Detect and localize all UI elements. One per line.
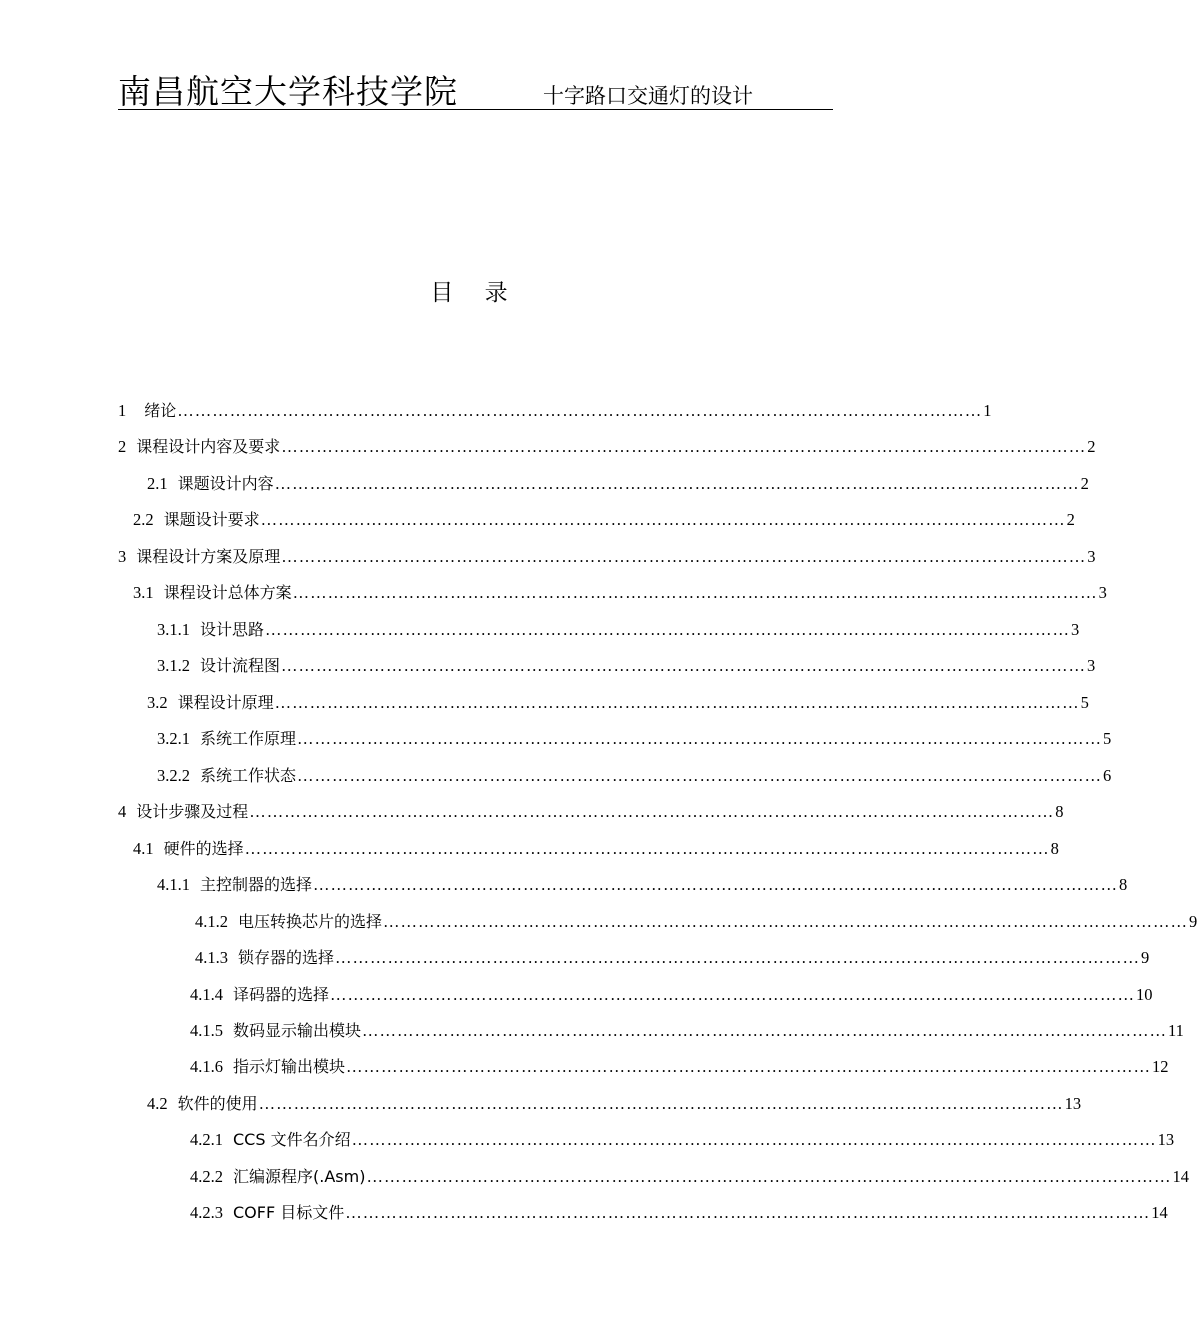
toc-entry-page: 13 (1157, 1130, 1175, 1149)
toc-leader-dots: ………………………………………………………………………………………………………………………… (274, 693, 1080, 712)
toc-entry[interactable] (190, 1200, 1168, 1224)
toc-entry-page: 3 (1071, 620, 1080, 639)
toc-entry[interactable] (190, 1018, 1184, 1042)
toc-leader-dots: ………………………………………………………………………………………………………………………… (258, 1094, 1064, 1113)
toc-entry-number: 3.2.2 (157, 766, 190, 785)
toc-leader-dots: ………………………………………………………………………………………………………………………… (177, 401, 983, 420)
toc-entry[interactable] (157, 872, 1128, 896)
toc-entry-page: 2 (1080, 474, 1089, 493)
toc-entry-page: 8 (1050, 839, 1059, 858)
toc-entry[interactable] (133, 580, 1107, 604)
toc-entry-label: 课程设计内容及要求 (136, 437, 281, 456)
toc-entry-page: 12 (1152, 1057, 1169, 1076)
toc-leader-dots: ………………………………………………………………………………………………………………………… (346, 1057, 1152, 1076)
toc-entry[interactable] (190, 982, 1153, 1006)
toc-entry-number: 4.1 (133, 839, 154, 858)
toc-leader-dots: ………………………………………………………………………………………………………………………… (335, 948, 1141, 967)
toc-leader-dots: ………………………………………………………………………………………………………………………… (362, 1021, 1168, 1040)
toc-entry-number: 4.1.4 (190, 985, 223, 1004)
header-divider (118, 109, 833, 110)
toc-entry-label: 指示灯输出模块 (233, 1057, 346, 1076)
toc-entry-label: 设计思路 (200, 620, 265, 639)
toc-entry-page: 3 (1098, 583, 1107, 602)
toc-entry-label: 课程设计方案及原理 (136, 547, 281, 566)
toc-leader-dots: ………………………………………………………………………………………………………………………… (249, 802, 1055, 821)
toc-leader-dots: ………………………………………………………………………………………………………………………… (292, 583, 1098, 602)
toc-leader-dots: ………………………………………………………………………………………………………………………… (383, 912, 1189, 931)
toc-entry[interactable] (133, 836, 1059, 860)
toc-leader-dots: ………………………………………………………………………………………………………………………… (281, 437, 1087, 456)
toc-entry-page: 9 (1189, 912, 1197, 931)
toc-entry-number: 4.2.3 (190, 1203, 223, 1222)
toc-entry[interactable] (118, 544, 1096, 568)
toc-entry-label: 主控制器的选择 (200, 875, 313, 894)
toc-entry-label: 绪论 (144, 401, 177, 420)
toc-entry-number: 3.1.2 (157, 656, 190, 675)
toc-entry-number: 4.1.6 (190, 1057, 223, 1076)
toc-leader-dots: ………………………………………………………………………………………………………………………… (265, 620, 1071, 639)
toc-entry[interactable] (157, 653, 1096, 677)
toc-leader-dots: ………………………………………………………………………………………………………………………… (297, 729, 1103, 748)
toc-entry-page: 6 (1103, 766, 1112, 785)
toc-entry-page: 8 (1119, 875, 1128, 894)
toc-entry[interactable] (147, 1091, 1082, 1115)
toc-entry-page: 9 (1141, 948, 1150, 967)
toc-entry[interactable] (118, 434, 1096, 458)
toc-leader-dots: ………………………………………………………………………………………………………………………… (297, 766, 1103, 785)
toc-entry-label: 系统工作原理 (200, 729, 297, 748)
toc-leader-dots: ………………………………………………………………………………………………………………………… (345, 1203, 1151, 1222)
toc-entry[interactable] (157, 617, 1080, 641)
toc-leader-dots: ………………………………………………………………………………………………………………………… (281, 547, 1087, 566)
toc-title: 目 录 (430, 280, 520, 306)
toc-entry-number: 2 (118, 437, 127, 456)
toc-entry-number: 4.1.3 (195, 948, 228, 967)
toc-entry-page: 3 (1087, 656, 1096, 675)
toc-entry-label: 电压转换芯片的选择 (238, 912, 383, 931)
toc-entry-number: 4.2 (147, 1094, 168, 1113)
toc-entry[interactable] (190, 1127, 1175, 1151)
toc-entry[interactable] (118, 799, 1064, 823)
toc-entry-label: COFF 目标文件 (233, 1203, 345, 1222)
document-topic: 十字路口交通灯的设计 (543, 84, 753, 108)
toc-entry[interactable] (190, 1164, 1189, 1188)
toc-entry[interactable] (157, 726, 1112, 750)
toc-entry-page: 14 (1172, 1167, 1189, 1186)
toc-entry-page: 5 (1103, 729, 1112, 748)
toc-entry-number: 3.1.1 (157, 620, 190, 639)
toc-entry-number: 2.1 (147, 474, 168, 493)
toc-entry-label: 设计流程图 (200, 656, 281, 675)
toc-entry[interactable] (195, 945, 1150, 969)
toc-entry[interactable] (118, 398, 992, 422)
toc-entry-label: 硬件的选择 (163, 839, 244, 858)
toc-entry-number: 2.2 (133, 510, 154, 529)
toc-entry-number: 4.1.2 (195, 912, 228, 931)
toc-entry-label: 课题设计要求 (163, 510, 260, 529)
toc-entry-label: 锁存器的选择 (238, 948, 335, 967)
toc-entry-number: 4.2.1 (190, 1130, 223, 1149)
toc-entry-label: CCS 文件名介绍 (233, 1130, 351, 1149)
toc-entry-page: 2 (1087, 437, 1096, 456)
toc-leader-dots: ………………………………………………………………………………………………………………………… (351, 1130, 1157, 1149)
school-name: 南昌航空大学科技学院 (118, 72, 458, 111)
toc-entry-number: 1 (118, 401, 127, 420)
toc-entry-number: 3.2.1 (157, 729, 190, 748)
toc-entry-page: 2 (1066, 510, 1075, 529)
toc-leader-dots: ………………………………………………………………………………………………………………………… (313, 875, 1119, 894)
toc-entry-label: 系统工作状态 (200, 766, 297, 785)
toc-entry-number: 3.1 (133, 583, 154, 602)
toc-leader-dots: ………………………………………………………………………………………………………………………… (244, 839, 1050, 858)
toc-entry-number: 3.2 (147, 693, 168, 712)
toc-leader-dots: ………………………………………………………………………………………………………………………… (366, 1167, 1172, 1186)
toc-entry-label: 数码显示输出模块 (233, 1021, 362, 1040)
toc-entry-page: 13 (1064, 1094, 1082, 1113)
toc-entry-page: 3 (1087, 547, 1096, 566)
toc-entry[interactable] (133, 507, 1075, 531)
toc-entry-page: 5 (1080, 693, 1089, 712)
toc-entry-page: 8 (1055, 802, 1064, 821)
toc-entry-label: 课程设计总体方案 (163, 583, 292, 602)
toc-entry-page: 14 (1151, 1203, 1168, 1222)
toc-entry-page: 10 (1136, 985, 1153, 1004)
toc-leader-dots: ………………………………………………………………………………………………………………………… (330, 985, 1136, 1004)
toc-leader-dots: ………………………………………………………………………………………………………………………… (274, 474, 1080, 493)
toc-entry[interactable] (190, 1054, 1169, 1078)
toc-entry[interactable] (195, 909, 1197, 933)
toc-entry-label: 课程设计原理 (177, 693, 274, 712)
toc-entry-label: 软件的使用 (177, 1094, 258, 1113)
toc-entry-number: 4.1.5 (190, 1021, 223, 1040)
toc-entry-label: 译码器的选择 (233, 985, 330, 1004)
toc-entry-number: 4.2.2 (190, 1167, 223, 1186)
toc-entry-page: 1 (983, 401, 992, 420)
toc-entry-label: 汇编源程序(.Asm) (233, 1167, 366, 1186)
toc-entry[interactable] (157, 763, 1112, 787)
toc-entry-number: 4 (118, 802, 127, 821)
toc-entry[interactable] (147, 690, 1089, 714)
toc-entry-label: 课题设计内容 (177, 474, 274, 493)
toc-entry[interactable] (147, 471, 1089, 495)
toc-leader-dots: ………………………………………………………………………………………………………………………… (260, 510, 1066, 529)
toc-entry-label: 设计步骤及过程 (136, 802, 249, 821)
toc-entry-page: 11 (1168, 1021, 1184, 1040)
toc-entry-number: 4.1.1 (157, 875, 190, 894)
toc-entry-number: 3 (118, 547, 127, 566)
toc-leader-dots: ………………………………………………………………………………………………………………………… (281, 656, 1087, 675)
